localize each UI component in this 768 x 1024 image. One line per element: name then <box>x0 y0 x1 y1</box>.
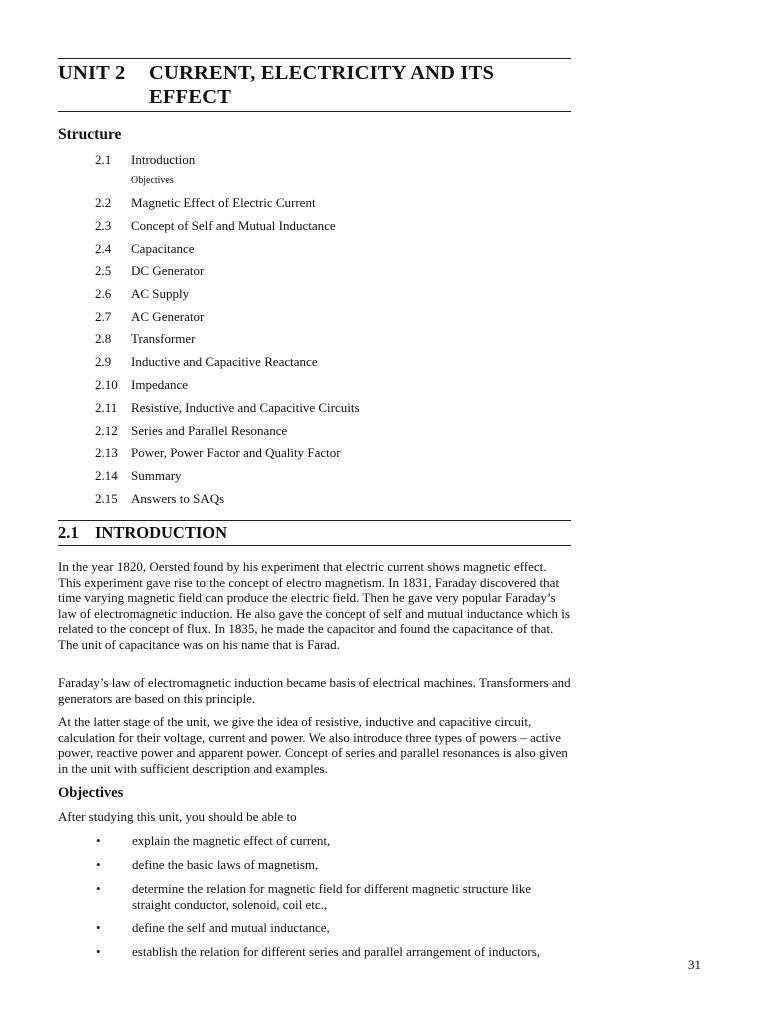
bullet-icon: • <box>96 920 101 935</box>
top-rule <box>58 58 571 59</box>
unit-number: UNIT 2 <box>58 62 126 84</box>
toc-item-number: 2.13 <box>95 445 118 460</box>
toc-item-number: 2.3 <box>95 218 112 233</box>
toc-sub-item: Objectives <box>131 175 174 186</box>
toc-item-title: AC Generator <box>131 309 205 324</box>
toc-item-title: Answers to SAQs <box>131 491 225 506</box>
toc-item-title: Series and Parallel Resonance <box>131 423 288 438</box>
section-number: 2.1 <box>58 523 79 542</box>
toc-item-title: Resistive, Inductive and Capacitive Circuits <box>131 400 360 415</box>
objective-text: determine the relation for magnetic field for different magnetic structure like straight conductor, solenoid, coil etc., <box>132 881 531 912</box>
unit-title-text: CURRENT, ELECTRICITY AND ITS EFFECT <box>149 62 495 108</box>
page-number: 31 <box>688 957 701 972</box>
toc-item-title: Capacitance <box>131 241 195 256</box>
section-bottom-rule <box>58 545 571 546</box>
section-top-rule <box>58 520 571 521</box>
toc-item-number: 2.5 <box>95 263 112 278</box>
toc-item-number: 2.7 <box>95 309 112 324</box>
toc-item-number: 2.4 <box>95 241 112 256</box>
toc-item-number: 2.11 <box>95 400 118 415</box>
toc-item-title: AC Supply <box>131 286 190 301</box>
toc-item-title: Introduction <box>131 152 196 167</box>
intro-paragraph: At the latter stage of the unit, we give the idea of resistive, inductive and capacitive circuit, calculation for their voltage, current and power. We also introduce three types of powers – active power, reactive power and apparent power. Concept of series and parallel resonances is also given in the unit with sufficient description and examples. <box>58 714 568 776</box>
objectives-heading: Objectives <box>58 785 124 801</box>
objective-text: explain the magnetic effect of current, <box>132 833 331 848</box>
structure-heading: Structure <box>58 126 122 143</box>
toc-item-number: 2.15 <box>95 491 118 506</box>
toc-item-number: 2.1 <box>95 152 112 167</box>
bullet-icon: • <box>96 944 101 959</box>
section-title: INTRODUCTION <box>95 523 228 542</box>
toc-item-title: Transformer <box>131 331 196 346</box>
bullet-icon: • <box>96 857 101 872</box>
objective-text: define the basic laws of magnetism, <box>132 857 319 872</box>
intro-paragraph: Faraday’s law of electromagnetic induction became basis of electrical machines. Transformers and generators are based on this principle. <box>58 675 571 706</box>
bullet-icon: • <box>96 833 101 848</box>
intro-paragraph: In the year 1820, Oersted found by his experiment that electric current shows magnetic effect. This experiment gave rise to the concept of electro magnetism. In 1831, Faraday discovered that time varying magnetic field can produce the electric field. Then he gave very popular Faraday’s law of electromagnetic induction. He also gave the concept of self and mutual inductance which is related to the concept of flux. In 1835, he made the capacitor and found the capacitance of that. The unit of capacitance was on his name that is Farad. <box>58 559 570 652</box>
toc-item-number: 2.10 <box>95 377 118 392</box>
toc-item-title: DC Generator <box>131 263 205 278</box>
toc-item-title: Concept of Self and Mutual Inductance <box>131 218 336 233</box>
toc-item-title: Magnetic Effect of Electric Current <box>131 195 316 210</box>
objectives-intro: After studying this unit, you should be able to <box>58 809 297 824</box>
toc-item-number: 2.9 <box>95 354 112 369</box>
toc-item-number: 2.6 <box>95 286 112 301</box>
toc-item-title: Inductive and Capacitive Reactance <box>131 354 318 369</box>
toc-item-title: Impedance <box>131 377 189 392</box>
title-bottom-rule <box>58 111 571 112</box>
toc-item-number: 2.8 <box>95 331 112 346</box>
toc-item-title: Summary <box>131 468 182 483</box>
objective-text: define the self and mutual inductance, <box>132 920 330 935</box>
toc-item-number: 2.2 <box>95 195 112 210</box>
objective-text: establish the relation for different series and parallel arrangement of inductors, <box>132 944 541 959</box>
toc-item-title: Power, Power Factor and Quality Factor <box>131 445 341 460</box>
toc-item-number: 2.14 <box>95 468 118 483</box>
toc-item-number: 2.12 <box>95 423 118 438</box>
bullet-icon: • <box>96 881 101 896</box>
